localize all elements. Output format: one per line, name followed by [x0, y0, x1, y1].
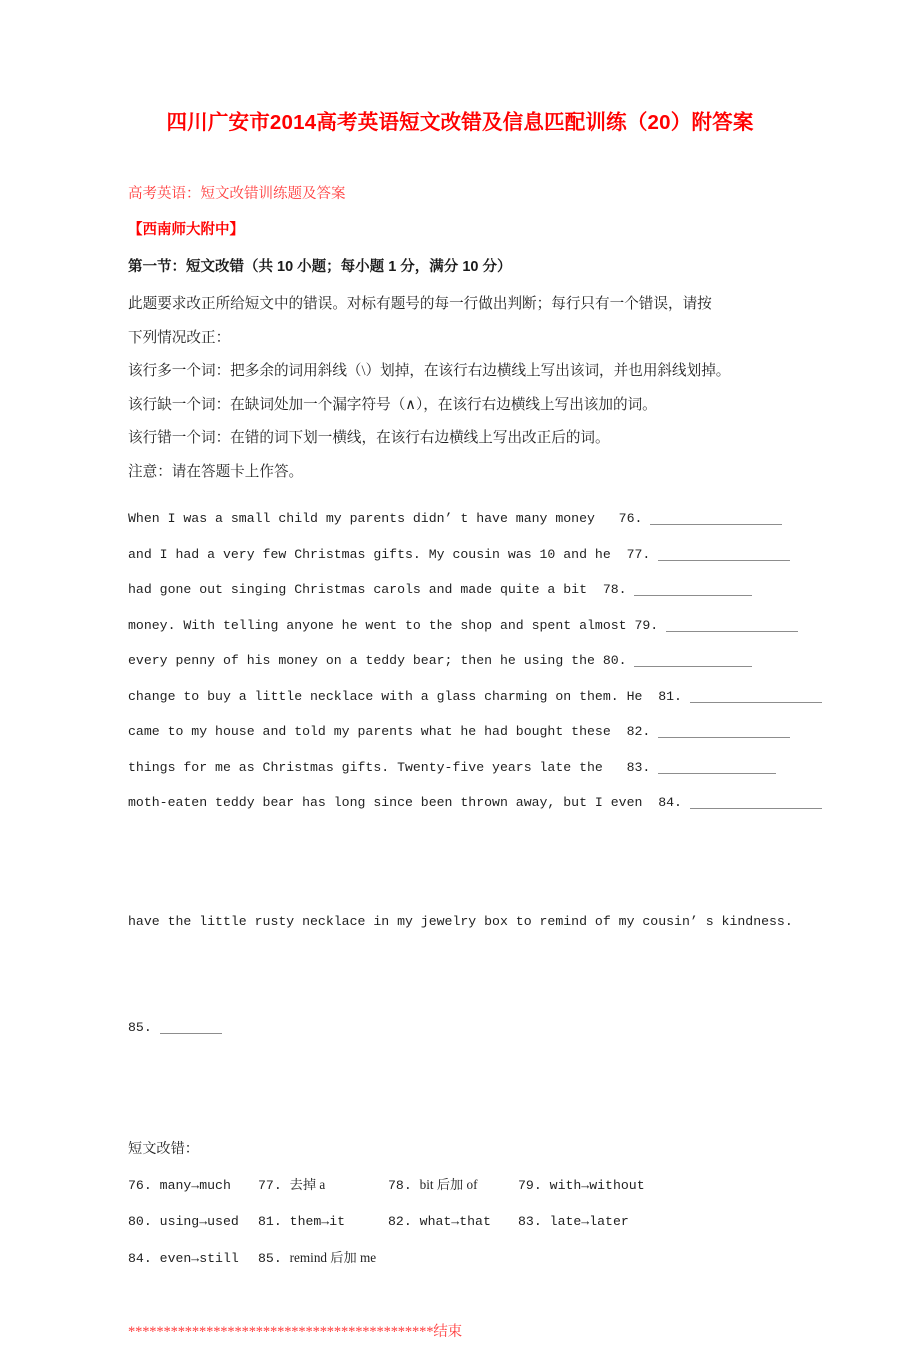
- passage-line: [128, 750, 792, 786]
- question-number: 78.: [602, 582, 635, 597]
- answer-item: [388, 1167, 518, 1204]
- answer-item: [388, 1204, 518, 1240]
- answers-heading: 短文改错：: [128, 1140, 199, 1157]
- answer-item: [258, 1167, 388, 1204]
- passage-text: came to my house and told my parents what he had bought these: [128, 724, 627, 739]
- answer-number: 76.: [128, 1177, 160, 1193]
- passage-text: have the little rusty necklace in my jewelry box to remind of my cousin’ s kindness.: [128, 913, 793, 929]
- answer-blank[interactable]: [634, 584, 752, 596]
- question-number: 85.: [128, 1020, 152, 1035]
- answer-correction: using→used: [159, 1213, 239, 1229]
- passage-text: change to buy a little necklace with a glass charming on them. He: [128, 688, 659, 704]
- question-number: 81.: [658, 688, 690, 704]
- instruction-line: 该行缺一个词：在缺词处加一个漏字符号（∧），在该行右边横线上写出该加的词。: [128, 396, 657, 413]
- passage-text: When I was a small child my parents didn’ t have many money: [128, 511, 619, 526]
- answer-blank[interactable]: [690, 797, 822, 809]
- passage-answer-85: [128, 1010, 792, 1046]
- answer-blank[interactable]: [650, 513, 782, 525]
- passage-block: [128, 501, 792, 821]
- question-number: 79.: [634, 617, 667, 633]
- answer-blank[interactable]: [658, 549, 790, 561]
- answer-item: [258, 1204, 388, 1240]
- answer-correction: remind 后加 me: [289, 1249, 377, 1265]
- instructions-block: [128, 288, 792, 489]
- passage-line: [128, 679, 792, 715]
- footer-separator: *******************************************结束: [128, 1323, 463, 1340]
- answer-item: [518, 1168, 645, 1204]
- subtitle-school-source: 【西南师大附中】: [128, 222, 244, 238]
- passage-line: [128, 608, 792, 644]
- passage-text: every penny of his money on a teddy bear; then he using the: [128, 653, 603, 668]
- answer-item: [518, 1204, 629, 1240]
- answer-blank[interactable]: [658, 762, 776, 774]
- answer-correction: even→still: [159, 1250, 239, 1266]
- answer-blank[interactable]: [666, 620, 798, 632]
- instruction-line: 该行错一个词：在错的词下划一横线，在该行右边横线上写出改正后的词。: [128, 430, 610, 446]
- answer-correction: them→it: [289, 1213, 346, 1229]
- answer-blank[interactable]: [658, 726, 790, 738]
- passage-text: things for me as Christmas gifts. Twenty-five years late the: [128, 759, 627, 775]
- question-number: 82.: [626, 724, 659, 739]
- page-title: 四川广安市2014高考英语短文改错及信息匹配训练（20）附答案: [166, 111, 754, 134]
- answer-blank[interactable]: [160, 1022, 222, 1034]
- instruction-line: 下列情况改正：: [128, 329, 231, 346]
- answer-row: [128, 1204, 792, 1240]
- answer-item: [128, 1204, 258, 1240]
- answer-number: 82.: [388, 1213, 420, 1229]
- passage-text: had gone out singing Christmas carols and made quite a bit: [128, 582, 603, 597]
- answer-row: [128, 1167, 792, 1204]
- passage-line-85: [128, 904, 792, 940]
- instruction-line: 该行多一个词：把多余的词用斜线（\）划掉，在该行右边横线上写出该词，并也用斜线划掉。: [128, 363, 731, 379]
- answer-item: [258, 1240, 376, 1277]
- answer-correction: what→that: [419, 1213, 491, 1229]
- passage-text: and I had a very few Christmas gifts. My cousin was 10 and he: [128, 546, 627, 562]
- passage-line: [128, 501, 792, 537]
- section-heading: 第一节：短文改错（共 10 小题；每小题 1 分，满分 10 分）: [128, 259, 512, 275]
- passage-line: [128, 572, 792, 608]
- question-number: 84.: [658, 795, 690, 810]
- answer-correction: with→without: [549, 1177, 645, 1193]
- answer-number: 78.: [388, 1177, 420, 1193]
- answer-number: 80.: [128, 1213, 160, 1229]
- answers-block: [128, 1167, 792, 1277]
- passage-line: [128, 537, 792, 573]
- answer-blank[interactable]: [634, 655, 752, 667]
- answer-item: [128, 1241, 258, 1277]
- answer-number: 83.: [518, 1213, 550, 1229]
- question-number: 80.: [602, 653, 635, 668]
- answer-number: 81.: [258, 1213, 290, 1229]
- instruction-line: 此题要求改正所给短文中的错误。对标有题号的每一行做出判断；每行只有一个错误，请按: [128, 296, 712, 312]
- answer-number: 79.: [518, 1177, 550, 1193]
- answer-blank[interactable]: [690, 691, 822, 703]
- answer-correction: 去掉 a: [289, 1176, 326, 1192]
- question-number: 83.: [626, 759, 659, 775]
- answer-number: 85.: [258, 1250, 290, 1266]
- answer-row: [128, 1240, 792, 1277]
- subtitle-exam-topic: 高考英语：短文改错训练题及答案: [128, 186, 346, 202]
- question-number: 76.: [618, 511, 651, 526]
- passage-line: [128, 785, 792, 821]
- passage-final-block: [128, 833, 792, 1117]
- passage-line: [128, 714, 792, 750]
- answer-number: 84.: [128, 1250, 160, 1266]
- answer-correction: many→much: [159, 1177, 231, 1193]
- answer-number: 77.: [258, 1177, 290, 1193]
- answer-item: [128, 1168, 258, 1204]
- answer-correction: bit 后加 of: [419, 1176, 478, 1192]
- passage-line: [128, 643, 792, 679]
- passage-text: moth-eaten teddy bear has long since been thrown away, but I even: [128, 795, 659, 810]
- passage-text: money. With telling anyone he went to the shop and spent almost: [128, 617, 635, 633]
- instruction-line: 注意：请在答题卡上作答。: [128, 463, 304, 480]
- question-number: 77.: [626, 546, 659, 562]
- answer-correction: late→later: [549, 1213, 629, 1229]
